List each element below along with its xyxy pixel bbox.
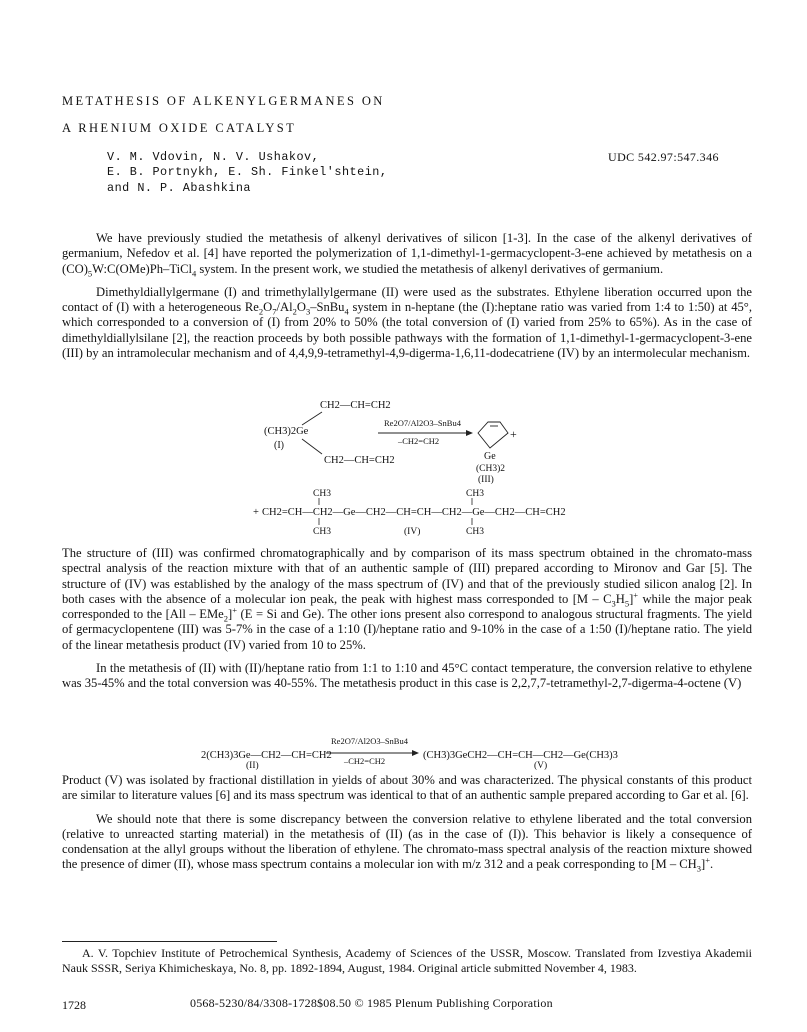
copyright-line: 0568-5230/84/3308-1728$08.50 © 1985 Plenum Publishing Corporation — [190, 996, 553, 1010]
article-title-line-2: A RHENIUM OXIDE CATALYST — [62, 121, 297, 135]
scheme2-reactant-label: (II) — [246, 761, 259, 771]
author-line-1: V. M. Vdovin, N. V. Ushakov, — [107, 150, 320, 164]
results-paragraphs — [62, 546, 752, 692]
author-line-3: and N. P. Abashkina — [107, 180, 252, 195]
scheme1-bottom-arm: CH2—CH=CH2 — [324, 455, 395, 466]
scheme2-catalyst: Re2O7/Al2O3–SnBu4 — [331, 736, 408, 746]
scheme2-product-label: (V) — [534, 761, 548, 771]
scheme1-chain-label: (IV) — [404, 527, 421, 537]
affiliation-footnote: A. V. Topchiev Institute of Petrochemical Synthesis, Academy of Sciences of the USSR, Moscow. Translated from Izvestiya Akademii Nauk SSSR, Seriya Khimicheskaya, No. 8, pp. 1892-1894, August, 1984. Original article submitted November 4, 1983. — [62, 946, 752, 975]
methyl-top-1: CH3 — [313, 489, 331, 499]
arrow-head — [466, 430, 473, 436]
scheme1-plus: + — [510, 427, 517, 441]
bond-line — [302, 439, 322, 454]
scheme1-catalyst: Re2O7/Al2O3–SnBu4 — [384, 418, 461, 428]
arrow-head — [412, 750, 419, 756]
scheme1-top-arm: CH2—CH=CH2 — [320, 400, 391, 411]
scheme2-byproduct: –CH2=CH2 — [344, 756, 386, 766]
scheme1-byproduct: –CH2=CH2 — [398, 436, 440, 446]
methyl-bottom-2: CH3 — [466, 527, 484, 537]
paragraph-4: In the metathesis of (II) with (II)/heptane ratio from 1:1 to 1:10 and 45°C contact temperature, the conversion relative to ethylene was 35-45% and the total conversion was 40-55%. The metathesis product in this case is 2,2,7,7-tetramethyl-2,7-digerma-4-octene (V) — [62, 661, 752, 691]
scheme2-reactant: 2(CH3)3Ge—CH2—CH=CH2 — [201, 750, 332, 761]
scheme1-chain-plus: + — [253, 507, 259, 518]
author-list — [107, 150, 387, 196]
article-title-line-1: METATHESIS OF ALKENYLGERMANES ON — [62, 94, 385, 108]
scheme1-product-label: (III) — [478, 475, 494, 485]
discussion-paragraphs — [62, 773, 752, 873]
methyl-top-2: CH3 — [466, 489, 484, 499]
footnote-divider — [62, 941, 277, 942]
paragraph-1: We have previously studied the metathesis of alkenyl derivatives of silicon [1-3]. In the case of the alkenyl derivatives of germanium, Nefedov et al. [4] have reported the polymerization of 1,1-dimethyl-1-germacyclopent-3-ene achieved by metathesis on a $(CO)_5W:C(OMe)Ph-TiCl_4$ system. In the present work, we studied the metathesis of alkenyl derivatives of germanium. — [62, 231, 752, 279]
paragraph-6: We should note that there is some discrepancy between the conversion relative to ethylene liberated and the total conversion (relative to unreacted starting material) in the metathesis of (II) (as in the case of (I)). This behavior is likely a consequence of condensation at the allyl groups without the liberation of ethylene. The chromato-mass spectral analysis of the reaction mixture showed the presence of dimer (II), whose mass spectrum contains a molecular ion with m/z 312 and a peak corresponding to $[M - CH_3]^+$. — [62, 811, 752, 874]
scheme1-reagent: (CH3)2Ge — [264, 426, 309, 437]
intro-paragraphs — [62, 231, 752, 361]
reaction-scheme-1 — [0, 400, 807, 544]
scheme1-chain: CH2=CH—CH2—Ge—CH2—CH=CH—CH2—Ge—CH2—CH=CH2 — [262, 507, 566, 518]
page-number: 1728 — [62, 998, 86, 1012]
paragraph-3: The structure of (III) was confirmed chromatographically and by comparison of its mass spectrum obtained in the chromato-mass spectral analysis of the reaction mixture with that of an authentic sample of (III) prepared according to Mironov and Gar [5]. The structure of (IV) was established by the analogy of the mass spectrum of (IV) and that of the previously studied silicon analog [2]. In both cases with the absence of a molecular ion peak, the peak with highest mass corresponded to $[M - C_3H_5]^+$ while the major peak corresponded to the [All – EMe$_2$]+ (E = Si and Ge). The other ions present also correspond to analogous structural fragments. The yield of germacyclopentene (III) was 5-7% in the case of a 1:10 (I)/heptane ratio and 9-10% in the case of a 1:50 (I)/heptane ratio. The yield of the linear metathesis product (IV) varied from 10 to 25%. — [62, 546, 753, 652]
methyl-bottom-1: CH3 — [313, 527, 331, 537]
scheme1-reagent-label: (I) — [274, 440, 284, 451]
udc-code: UDC 542.97:547.346 — [608, 150, 719, 164]
reaction-scheme-2 — [0, 736, 807, 772]
scheme2-product: (CH3)3GeCH2—CH=CH—CH2—Ge(CH3)3 — [423, 750, 618, 761]
scheme1-ring-atom: Ge — [484, 451, 496, 462]
paragraph-5: Product (V) was isolated by fractional distillation in yields of about 30% and was characterized. The physical constants of this product are similar to literature values [6] and its mass spectrum was identical to that of an authentic sample prepared according to Gar et al. [6]. — [62, 773, 752, 803]
bond-line — [302, 412, 322, 425]
paragraph-2: Dimethyldiallylgermane (I) and trimethylallylgermane (II) were used as the substrates. Ethylene liberation occurred upon the contact of (I) with a heterogeneous $Re_2O_7/Al_2O_3-SnBu_4$ system in n-heptane (the (I):heptane ratio was varied from 1:4 to 1:50) at 45°, which corresponded to a conversion of (I) from 20% to 50% (the total conversion of (I) varied from 25% to 65%). As in the case of dimethyldiallylsilane [2], the reaction proceeds by both possible pathways with the formation of 1,1-dimethyl-1-germacyclopent-3-ene (III) by an intramolecular mechanism and of 4,4,9,9-tetramethyl-4,9-digerma-1,6,11-dodecatriene (IV) by an intermolecular mechanism. — [62, 284, 752, 361]
author-line-2: E. B. Portnykh, E. Sh. Finkel'shtein, — [107, 165, 388, 180]
scheme1-ring-substituent: (CH3)2 — [476, 464, 506, 474]
